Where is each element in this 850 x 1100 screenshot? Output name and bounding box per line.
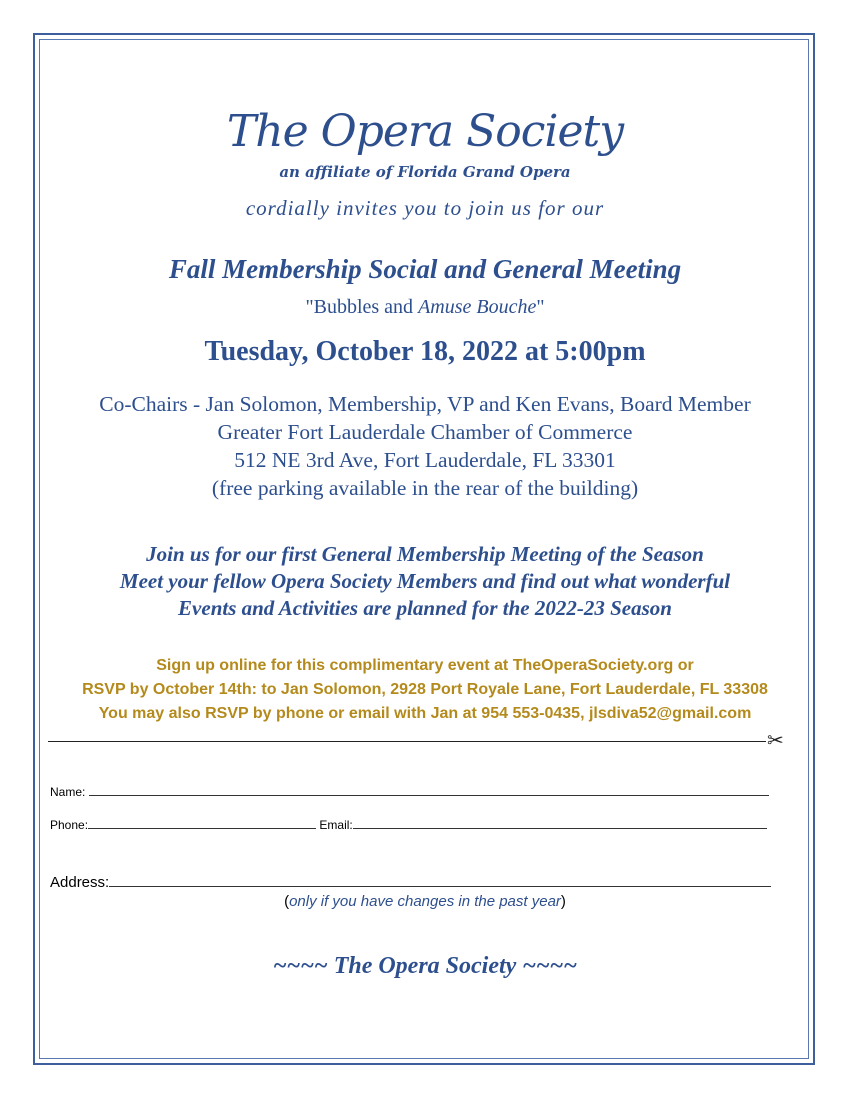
invite-line: cordially invites you to join us for our [245, 196, 605, 220]
pitch-line-1: Join us for our first General Membership Meeting of the Season [146, 542, 704, 566]
rsvp-line-2: RSVP by October 14th: to Jan Solomon, 2928 Port Royale Lane, Fort Lauderdale, FL 33308 [82, 681, 768, 698]
address-line: 512 NE 3rd Ave, Fort Lauderdale, FL 33301 [234, 448, 616, 472]
name-field[interactable] [89, 785, 769, 796]
phone-field[interactable] [88, 818, 316, 829]
name-field-row [50, 785, 769, 799]
cut-line [48, 741, 766, 742]
phone-email-row [50, 818, 767, 832]
address-note-text: only if you have changes in the past year [289, 893, 561, 910]
address-note-close: ) [560, 893, 566, 910]
address-note-open: ( [284, 893, 290, 910]
co-chairs-line: Co-Chairs - Jan Solomon, Membership, VP and Ken Evans, Board Member [99, 392, 751, 416]
parking-line: (free parking available in the rear of the building) [211, 476, 639, 500]
name-label: Name: [50, 785, 86, 799]
org-logo-title: The Opera Society [226, 106, 624, 157]
phone-label: Phone: [50, 818, 89, 832]
affiliate-line: an affiliate of Florida Grand Opera [279, 163, 571, 181]
address-label: Address: [50, 874, 110, 891]
event-details [40, 390, 810, 502]
rsvp-line-3: You may also RSVP by phone or email with Jan at 954 553-0435, jlsdiva52@gmail.com [98, 705, 752, 722]
pitch-line-3: Events and Activities are planned for the 2022-23 Season [178, 596, 672, 620]
rsvp-info [40, 654, 810, 726]
address-field-row [50, 873, 771, 891]
closing-signature: ~~~~ The Opera Society ~~~~ [272, 953, 578, 979]
event-pitch [40, 541, 810, 622]
event-tagline [40, 296, 810, 319]
address-note [40, 893, 810, 910]
tagline-italic: Amuse Bouche [418, 296, 537, 318]
pitch-line-2: Meet your fellow Opera Society Members and find out what wonderful [119, 569, 731, 593]
tagline-prefix: "Bubbles and [305, 296, 419, 318]
venue-line: Greater Fort Lauderdale Chamber of Commerce [217, 420, 633, 444]
tagline-suffix: " [536, 296, 545, 318]
scissors-icon: ✂ [767, 730, 784, 752]
email-field[interactable] [353, 818, 767, 829]
event-title: Fall Membership Social and General Meeting [168, 254, 682, 284]
email-label: Email: [319, 818, 353, 832]
address-field[interactable] [109, 873, 771, 887]
rsvp-line-1: Sign up online for this complimentary event at TheOperaSociety.org or [156, 657, 694, 674]
event-date-time: Tuesday, October 18, 2022 at 5:00pm [204, 336, 646, 367]
